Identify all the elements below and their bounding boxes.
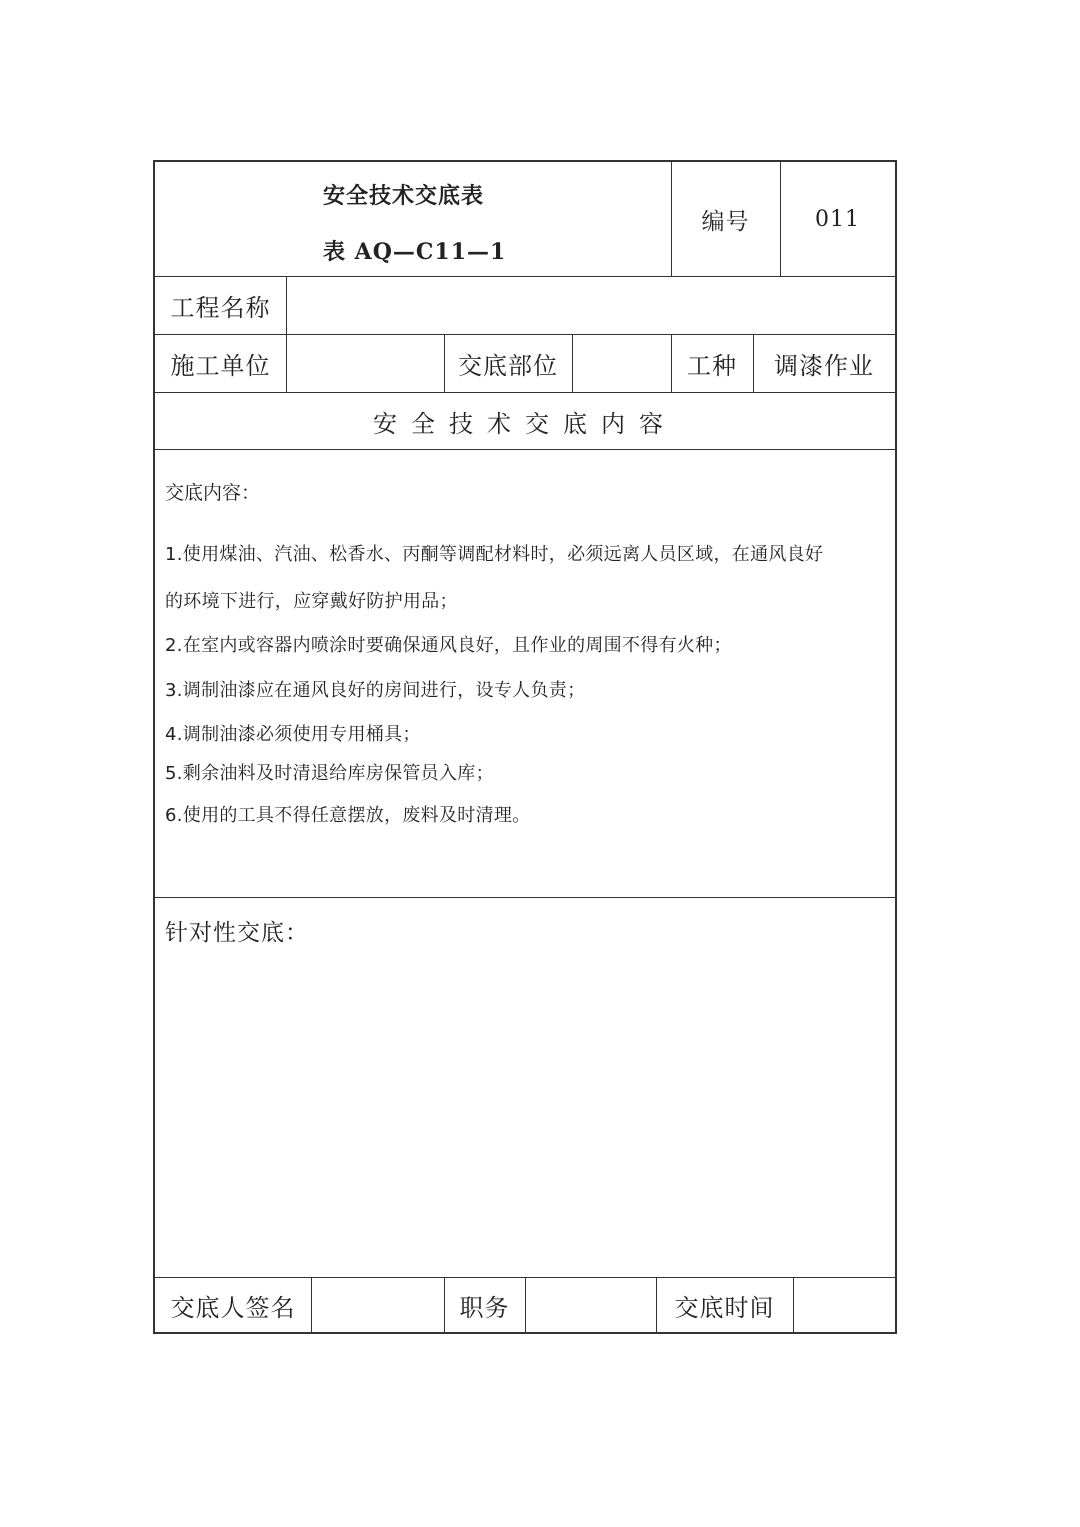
signer-label: 交底人签名 (170, 1293, 296, 1322)
number-label: 编号 (701, 208, 750, 235)
briefing-time-field[interactable] (793, 1278, 895, 1332)
position-field[interactable] (525, 1278, 656, 1332)
form-title: 安全技术交底表 (323, 183, 485, 209)
form-code: 表 AQ—C11—1 (323, 239, 507, 265)
content-item: 3.调制油漆应在通风良好的房间进行，设专人负责； (165, 680, 586, 701)
form-title-block (155, 162, 671, 276)
briefing-time-label: 交底时间 (674, 1293, 775, 1322)
briefing-location-label: 交底部位 (458, 352, 558, 380)
trade-label: 工种 (687, 352, 737, 380)
content-item: 4.调制油漆必须使用专用桶具； (165, 724, 421, 745)
safety-briefing-form (153, 160, 897, 1334)
briefing-location-field[interactable] (572, 335, 671, 392)
trade-value: 调漆作业 (774, 352, 874, 380)
signature-row (155, 1278, 895, 1332)
content-item: 的环境下进行，应穿戴好防护用品； (165, 591, 458, 612)
briefing-content-area (155, 450, 895, 898)
targeted-briefing-area[interactable] (155, 898, 895, 1278)
targeted-briefing-label: 针对性交底： (165, 920, 309, 946)
construction-unit-field[interactable] (286, 335, 444, 392)
construction-unit-label: 施工单位 (170, 352, 271, 380)
section-heading: 安全技术交底内容 (373, 409, 677, 438)
number-value: 011 (815, 206, 860, 232)
position-label: 职务 (459, 1293, 510, 1322)
content-item: 2.在室内或容器内喷涂时要确保通风良好，且作业的周围不得有火种； (165, 635, 732, 656)
project-name-field[interactable] (286, 277, 895, 334)
content-item: 1.使用煤油、汽油、松香水、丙酮等调配材料时，必须远离人员区域，在通风良好 (165, 544, 824, 565)
content-item: 5.剩余油料及时清退给库房保管员入库； (165, 763, 494, 784)
project-name-row (155, 277, 895, 335)
info-row (155, 335, 895, 393)
content-label: 交底内容： (165, 482, 261, 504)
content-item: 6.使用的工具不得任意摆放，废料及时清理。 (165, 805, 531, 826)
signer-field[interactable] (311, 1278, 444, 1332)
project-name-label: 工程名称 (170, 294, 271, 322)
section-heading-row (155, 393, 895, 450)
form-header-row (155, 162, 895, 277)
